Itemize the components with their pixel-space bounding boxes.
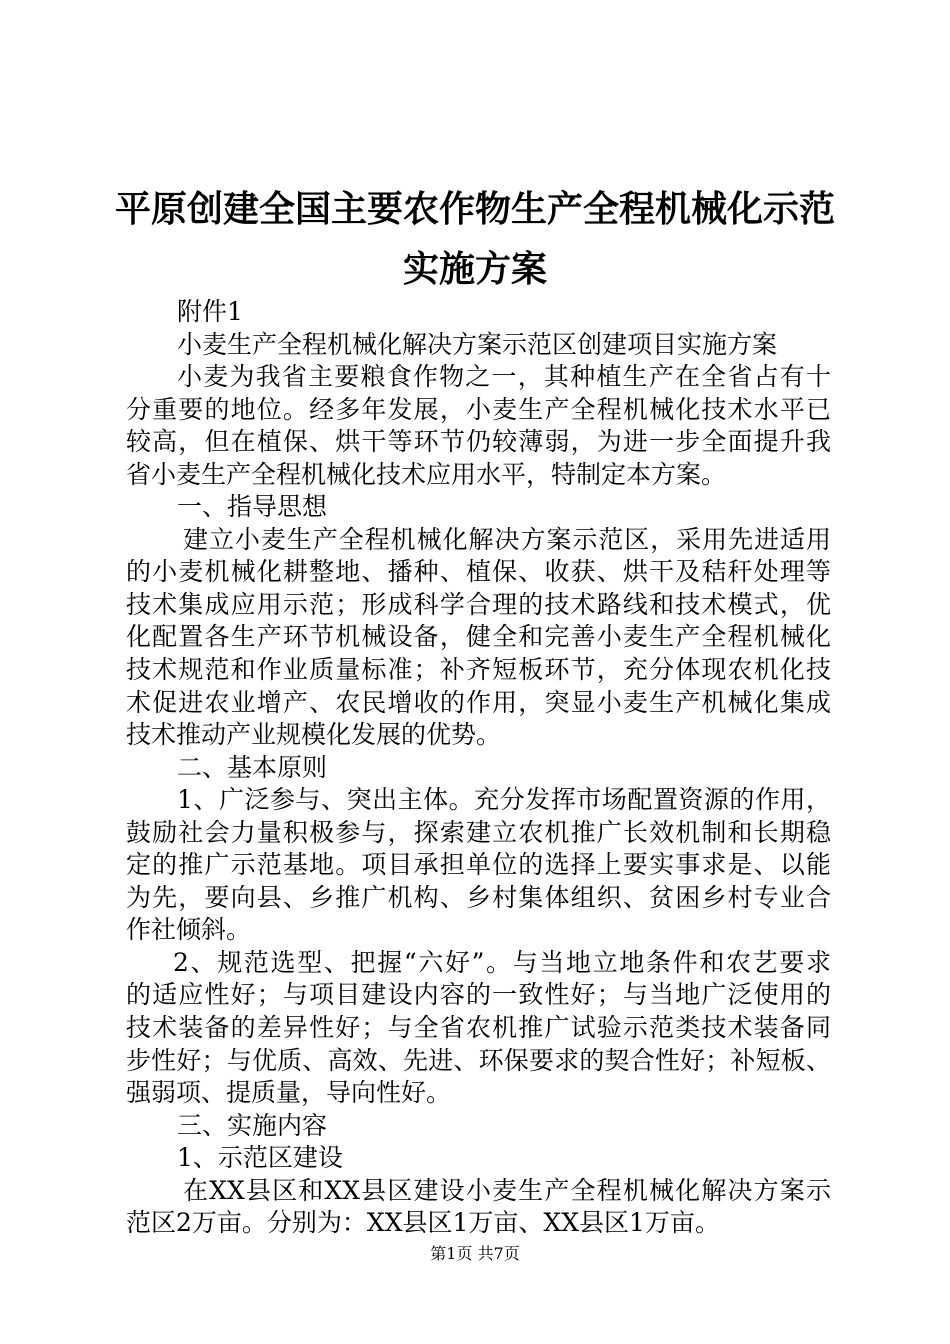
paragraph-line: 小麦为我省主要粮食作物之一，其种植生产在全省占有十 xyxy=(177,362,831,392)
attachment-label: 附件1 xyxy=(177,297,243,326)
paragraph-line: 鼓励社会力量积极参与，探索建立农机推广长效机制和长期稳 xyxy=(126,817,831,847)
paragraph-line: 强弱项、提质量，导向性好。 xyxy=(126,1078,452,1108)
paragraph-line: 较高，但在植保、烘干等环节仍较薄弱，为进一步全面提升我 xyxy=(126,427,831,457)
section-heading: 一、指导思想 xyxy=(177,492,328,522)
paragraph-line: 技术装备的差异性好；与全省农机推广试验示范类技术装备同 xyxy=(126,1013,831,1043)
paragraph-line: 为先，要向县、乡推广机构、乡村集体组织、贫困乡村专业合 xyxy=(126,882,831,912)
subtitle: 小麦生产全程机械化解决方案示范区创建项目实施方案 xyxy=(177,329,778,359)
paragraph-line: 在XX县区和XX县区建设小麦生产全程机械化解决方案示 xyxy=(183,1175,831,1205)
paragraph-line: 2、规范选型、把握“六好”。与当地立地条件和农艺要求 xyxy=(173,947,831,977)
paragraph-line: 技术推动产业规模化发展的优势。 xyxy=(126,720,502,750)
paragraph-line: 技术规范和作业质量标准；补齐短板环节，充分体现农机化技 xyxy=(126,655,831,685)
paragraph-line: 1、广泛参与、突出主体。充分发挥市场配置资源的作用， xyxy=(177,785,831,815)
paragraph-line: 的适应性好；与项目建设内容的一致性好；与当地广泛使用的 xyxy=(126,980,831,1010)
page-number-footer: 第1页 共7页 xyxy=(430,1244,520,1263)
paragraph-line: 技术集成应用示范；形成科学合理的技术路线和技术模式，优 xyxy=(126,589,831,619)
section-heading: 二、基本原则 xyxy=(177,752,328,782)
paragraph-line: 作社倾斜。 xyxy=(126,915,252,945)
paragraph-line: 省小麦生产全程机械化技术应用水平，特制定本方案。 xyxy=(126,459,727,489)
document-title-line-2: 实施方案 xyxy=(402,249,547,290)
paragraph-line: 分重要的地位。经多年发展，小麦生产全程机械化技术水平已 xyxy=(126,394,831,424)
paragraph-line: 范区2万亩。分别为：XX县区1万亩、XX县区1万亩。 xyxy=(126,1208,720,1238)
paragraph-line: 术促进农业增产、农民增收的作用，突显小麦生产机械化集成 xyxy=(126,687,831,717)
section-heading: 三、实施内容 xyxy=(177,1110,328,1140)
paragraph-line: 的小麦机械化耕整地、播种、植保、收获、烘干及秸秆处理等 xyxy=(126,557,831,587)
paragraph-line: 化配置各生产环节机械设备，健全和完善小麦生产全程机械化 xyxy=(126,622,831,652)
paragraph-line: 建立小麦生产全程机械化解决方案示范区，采用先进适用 xyxy=(183,524,831,554)
paragraph-line: 定的推广示范基地。项目承担单位的选择上要实事求是、以能 xyxy=(126,850,831,880)
document-body xyxy=(126,296,831,1240)
paragraph-line: 步性好；与优质、高效、先进、环保要求的契合性好；补短板、 xyxy=(126,1045,831,1075)
subsection-heading: 1、示范区建设 xyxy=(177,1143,343,1173)
document-title-line-1: 平原创建全国主要农作物生产全程机械化示范 xyxy=(114,189,835,230)
